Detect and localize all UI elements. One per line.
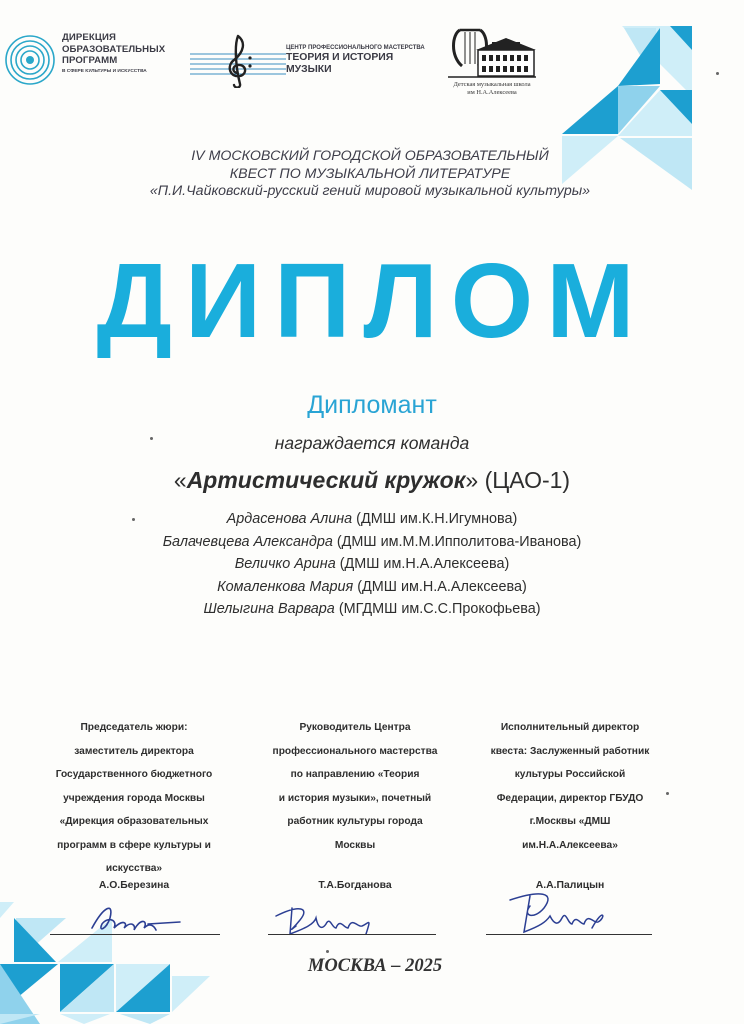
signatory-line: им.Н.А.Алексеева» — [522, 839, 618, 851]
signatory-name: А.О.Березина — [98, 880, 170, 891]
directorate-line-2: ОБРАЗОВАТЕЛЬНЫХ — [62, 43, 166, 55]
list-item — [60, 598, 684, 621]
member-name: Ардасенова Алина — [226, 511, 353, 527]
signatory-line: искусства» — [105, 863, 163, 874]
quest-title — [60, 148, 680, 201]
signatory-name: Т.А.Богданова — [318, 880, 392, 891]
signatory-line: «Дирекция образовательных — [59, 816, 209, 827]
center-line-3: МУЗЫКИ — [286, 64, 332, 75]
team-line — [60, 465, 684, 495]
list-item — [60, 531, 684, 554]
signatory-name: А.А.Палицын — [535, 880, 605, 891]
music-center-logo — [188, 32, 428, 88]
member-name: Комаленкова Мария — [217, 578, 354, 595]
team-open-quote: « — [173, 467, 187, 493]
directorate-line-3: ПРОГРАММ — [62, 55, 118, 66]
quest-line-1: IV МОСКОВСКИЙ ГОРОДСКОЙ ОБРАЗОВАТЕЛЬНЫЙ — [191, 148, 549, 164]
signature-line — [268, 934, 436, 935]
signature-line — [50, 934, 220, 935]
signatory-jury-chair — [26, 716, 242, 881]
scan-speck — [326, 950, 329, 953]
signatory-line: заместитель директора — [74, 745, 194, 757]
signatory-line: Руководитель Центра — [299, 722, 411, 733]
signature-line — [486, 934, 652, 935]
signatory-line: по направлению «Теория — [290, 769, 420, 780]
treble-clef-icon — [188, 32, 288, 88]
quest-line-3: «П.И.Чайковский-русский гений мировой музыкальной культуры» — [149, 183, 591, 199]
team-close-quote: » — [465, 467, 479, 493]
signatory-line: квеста: Заслуженный работник — [490, 745, 650, 757]
concentric-circles-icon — [4, 34, 56, 86]
list-item — [60, 576, 684, 599]
signatory-line: Москвы — [334, 839, 376, 851]
member-name: Балачевцева Александра — [162, 533, 333, 550]
signatory-center-head — [250, 716, 460, 857]
scan-speck — [666, 792, 669, 795]
list-item — [60, 553, 684, 576]
center-top-line: ЦЕНТР ПРОФЕССИОНАЛЬНОГО МАСТЕРСТВА — [286, 45, 425, 51]
member-name: Величко Арина — [234, 556, 336, 572]
member-name: Шелыгина Варвара — [203, 601, 335, 617]
scan-speck — [150, 437, 153, 440]
signatory-line: Федерации, директор ГБУДО — [496, 792, 644, 804]
directorate-subtitle: В СФЕРЕ КУЛЬТУРЫ И ИСКУССТВА — [62, 68, 147, 74]
quest-line-2: КВЕСТ ПО МУЗЫКАЛЬНОЙ ЛИТЕРАТУРЕ — [229, 165, 511, 182]
lyre-building-icon — [448, 26, 536, 80]
awarded-text: награждается команда — [274, 433, 470, 453]
signatory-line: Государственного бюджетного — [55, 769, 213, 780]
signature-palitsyn — [500, 886, 620, 938]
signatory-line: работник культуры города — [287, 816, 423, 827]
signatory-line: программ в сфере культуры и — [57, 839, 211, 851]
list-item — [60, 508, 684, 531]
member-school: (ДМШ им.К.Н.Игумнова) — [356, 511, 518, 527]
directorate-logo — [4, 30, 184, 92]
school-caption-line-1: Детская музыкальная школа — [453, 81, 531, 88]
signatory-executive-director — [460, 716, 680, 857]
member-school: (ДМШ им.Н.А.Алексеева) — [357, 578, 527, 595]
directorate-line-1: ДИРЕКЦИЯ — [62, 32, 116, 43]
signatory-line: Председатель жюри: — [80, 722, 188, 733]
signatory-line: культуры Российской — [514, 769, 626, 780]
members-list — [60, 508, 684, 621]
signatory-line: г.Москвы «ДМШ — [529, 816, 611, 827]
signatory-line: профессионального мастерства — [272, 745, 438, 757]
signatory-line: учреждения города Москвы — [63, 792, 205, 804]
center-line-2: ТЕОРИЯ И ИСТОРИЯ — [286, 52, 394, 63]
scan-speck — [716, 72, 719, 75]
signatory-line: и история музыки», почетный — [278, 792, 432, 804]
music-school-logo — [440, 26, 544, 96]
diploma-title: ДИПЛОМ — [96, 242, 648, 360]
member-school: (ДМШ им.М.М.Ипполитова-Иванова) — [336, 533, 582, 550]
team-district: (ЦАО-1) — [484, 467, 571, 493]
signatory-line: Исполнительный директор — [500, 722, 640, 733]
member-school: (МГДМШ им.С.С.Прокофьева) — [338, 601, 541, 617]
scan-speck — [132, 518, 135, 521]
school-caption-line-2: им Н.А.Алексеева — [467, 89, 517, 96]
city-year: МОСКВА – 2025 — [307, 956, 443, 976]
award-role: Дипломант — [307, 391, 437, 419]
member-school: (ДМШ им.Н.А.Алексеева) — [339, 556, 510, 572]
team-name: Артистический кружок — [186, 467, 466, 493]
